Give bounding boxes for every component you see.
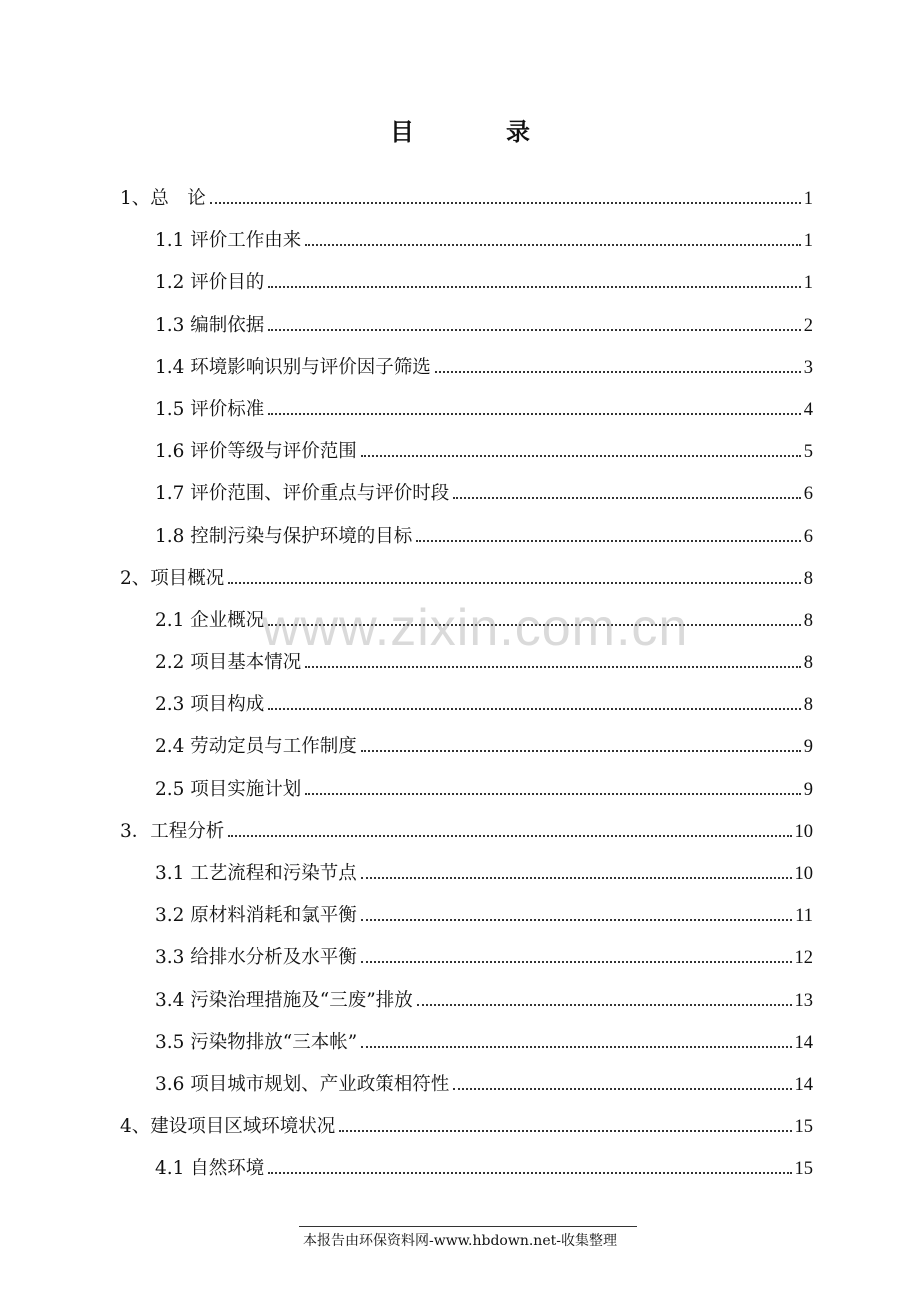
dot-leader (361, 919, 792, 921)
toc-entry-title: 3.1 工艺流程和污染节点 (155, 863, 357, 884)
toc-entry-title: 3.5 污染物排放“三本帐” (155, 1031, 358, 1053)
toc-entry-page: 14 (794, 1074, 813, 1095)
watermark: www.zixin.com.cn (262, 599, 689, 657)
toc-entry-title: 2.2 项目基本情况 (155, 652, 302, 674)
toc-entry[interactable] (120, 600, 813, 642)
toc-entry-page: 8 (803, 568, 813, 589)
toc-entry[interactable] (120, 1106, 813, 1148)
toc-entry-title: 3.6 项目城市规划、产业政策相符性 (155, 1073, 450, 1095)
toc-entry[interactable] (120, 1064, 813, 1106)
dot-leader (268, 329, 800, 331)
toc-entry-title: 3．工程分析 (120, 820, 225, 842)
toc-entry-page: 5 (803, 442, 813, 463)
toc-entry-title: 1.6 评价等级与评价范围 (155, 441, 357, 463)
dot-leader (417, 1004, 792, 1006)
toc-entry-page: 4 (803, 399, 813, 420)
toc-entry-page: 6 (803, 484, 813, 505)
toc-entry-page: 11 (795, 906, 813, 927)
toc-entry[interactable] (120, 684, 813, 726)
toc-entry[interactable] (120, 516, 813, 558)
table-of-contents (120, 178, 813, 1191)
page-title: 目 录 (390, 117, 564, 146)
dot-leader (361, 455, 801, 457)
dot-leader (361, 877, 792, 879)
toc-entry-page: 8 (803, 610, 813, 631)
toc-entry-title: 1.8 控制污染与保护环境的目标 (155, 525, 413, 547)
dot-leader (268, 286, 800, 288)
toc-entry-title: 3.4 污染治理措施及“三废”排放 (155, 989, 413, 1011)
toc-entry-title: 1.3 编制依据 (155, 314, 265, 336)
toc-entry[interactable] (120, 220, 813, 262)
toc-entry-title: 2.5 项目实施计划 (155, 778, 302, 800)
footer-note: 本报告由环保资料网-www.hbdown.net-收集整理 (303, 1233, 617, 1249)
toc-entry[interactable] (120, 937, 813, 979)
dot-leader (416, 540, 800, 542)
dot-leader (305, 666, 800, 668)
toc-entry[interactable] (120, 980, 813, 1022)
toc-entry[interactable] (120, 473, 813, 515)
dot-leader (305, 244, 800, 246)
dot-leader (361, 750, 801, 752)
toc-entry-page: 8 (803, 653, 813, 674)
dot-leader (268, 708, 800, 710)
toc-entry[interactable] (120, 769, 813, 811)
toc-entry-page: 3 (803, 357, 813, 378)
toc-entry[interactable] (120, 1148, 813, 1190)
dot-leader (228, 835, 791, 837)
toc-entry-title: 3.2 原材料消耗和氯平衡 (155, 905, 357, 927)
dot-leader (361, 961, 792, 963)
toc-entry-page: 9 (803, 737, 813, 758)
toc-entry-title: 4.1 自然环境 (155, 1158, 265, 1180)
dot-leader (339, 1130, 791, 1132)
toc-entry-title: 2、项目概况 (120, 567, 225, 589)
toc-entry-title: 1.5 评价标准 (155, 398, 265, 420)
toc-entry-page: 15 (794, 1159, 813, 1180)
toc-entry[interactable] (120, 431, 813, 473)
dot-leader (268, 413, 800, 415)
toc-entry-page: 13 (794, 990, 813, 1011)
toc-entry-page: 10 (794, 821, 813, 842)
toc-entry-title: 1.7 评价范围、评价重点与评价时段 (155, 483, 450, 505)
toc-entry-title: 4、建设项目区域环境状况 (120, 1116, 336, 1138)
toc-entry[interactable] (120, 726, 813, 768)
toc-entry-page: 6 (803, 526, 813, 547)
toc-entry[interactable] (120, 178, 813, 220)
toc-entry-page: 14 (794, 1032, 813, 1053)
toc-entry-title: 1.2 评价目的 (155, 272, 265, 294)
toc-entry-title: 2.3 项目构成 (155, 694, 265, 716)
dot-leader (453, 497, 800, 499)
toc-entry[interactable] (120, 558, 813, 600)
dot-leader (268, 1172, 791, 1174)
toc-entry[interactable] (120, 347, 813, 389)
toc-entry[interactable] (120, 642, 813, 684)
toc-entry-page: 12 (794, 948, 813, 969)
toc-entry[interactable] (120, 1022, 813, 1064)
dot-leader (453, 1088, 791, 1090)
toc-entry[interactable] (120, 389, 813, 431)
toc-entry-title: 1.1 评价工作由来 (155, 230, 302, 252)
toc-entry-title: 2.4 劳动定员与工作制度 (155, 736, 357, 758)
toc-entry-page: 9 (803, 779, 813, 800)
toc-entry-title: 3.3 给排水分析及水平衡 (155, 947, 357, 969)
toc-entry-page: 1 (803, 231, 813, 252)
toc-entry[interactable] (120, 895, 813, 937)
toc-entry-page: 1 (803, 189, 813, 209)
dot-leader (268, 624, 800, 626)
toc-entry-page: 1 (803, 273, 813, 294)
toc-entry[interactable] (120, 853, 813, 895)
toc-entry-title: 2.1 企业概况 (155, 609, 265, 631)
dot-leader (435, 371, 801, 373)
dot-leader (305, 793, 800, 795)
toc-entry-page: 10 (794, 864, 813, 884)
toc-entry[interactable] (120, 305, 813, 347)
dot-leader (361, 1046, 791, 1048)
toc-entry[interactable] (120, 811, 813, 853)
toc-entry-title: 1.4 环境影响识别与评价因子筛选 (155, 356, 431, 378)
toc-entry-page: 8 (803, 695, 813, 716)
toc-entry-title: 1、总 论 (120, 188, 206, 209)
toc-entry-page: 15 (794, 1117, 813, 1138)
footer-divider (299, 1226, 637, 1227)
dot-leader (210, 202, 801, 204)
toc-entry-page: 2 (803, 315, 813, 336)
toc-entry[interactable] (120, 262, 813, 304)
dot-leader (228, 582, 800, 584)
